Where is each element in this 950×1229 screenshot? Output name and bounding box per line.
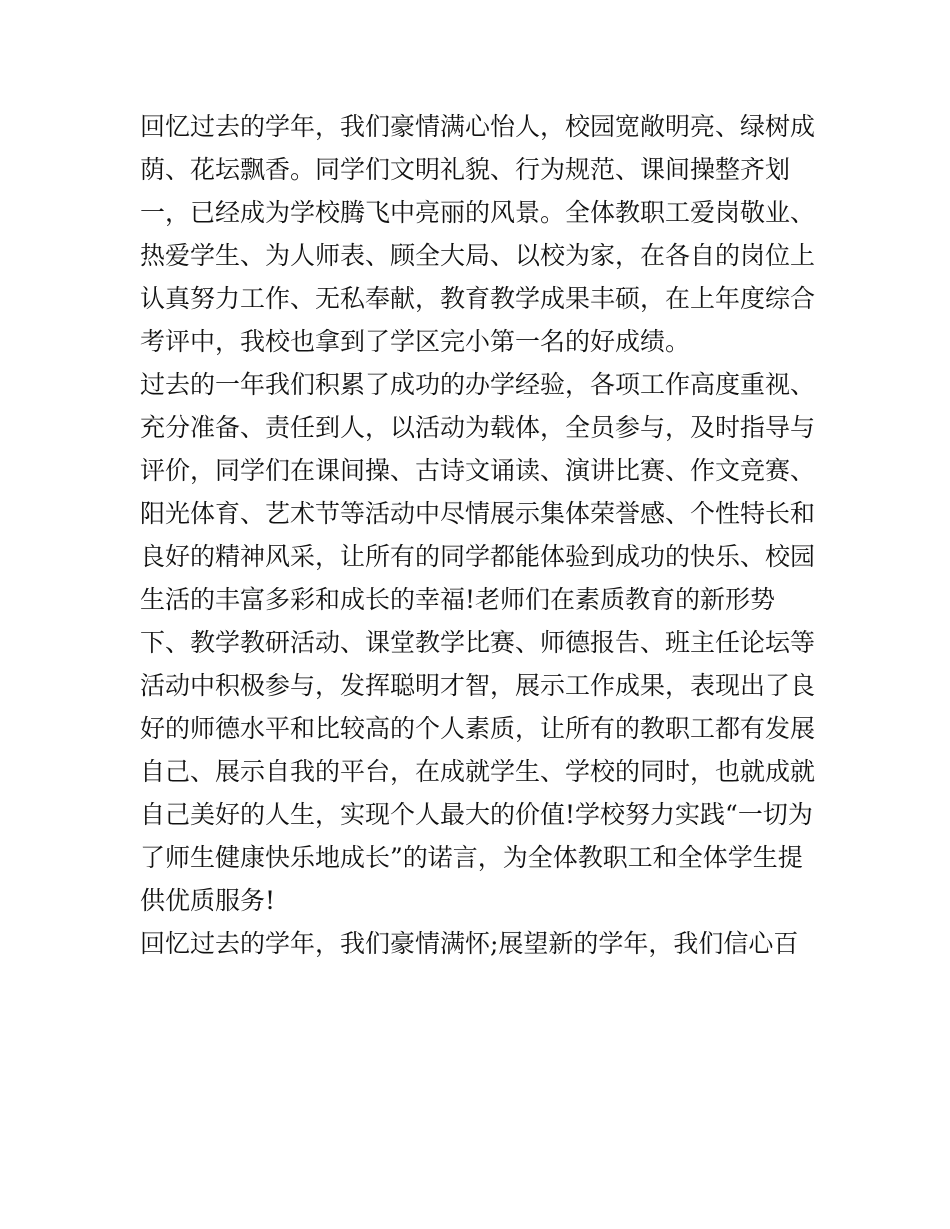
document-body — [140, 105, 820, 965]
text-line-20: 回忆过去的学年，我们豪情满怀;展望新的学年，我们信心百 — [140, 929, 799, 958]
text-line-2: 荫、花坛飘香。同学们文明礼貌、行为规范、课间操整齐划 — [140, 155, 791, 184]
text-line-17: 自己美好的人生，实现个人最大的价值!学校努力实践“一切为 — [140, 800, 813, 829]
text-line-18: 了师生健康快乐地成长”的诺言，为全体教职工和全体学生提 — [140, 843, 803, 872]
text-line-19: 供优质服务! — [140, 886, 276, 915]
text-line-5: 认真努力工作、无私奉献，教育教学成果丰硕，在上年度综合 — [140, 284, 816, 313]
text-line-8: 充分准备、责任到人，以活动为载体，全员参与，及时指导与 — [140, 413, 816, 442]
text-line-10: 阳光体育、艺术节等活动中尽情展示集体荣誉感、个性特长和 — [140, 499, 816, 528]
text-line-3: 一，已经成为学校腾飞中亮丽的风景。全体教职工爱岗敬业、 — [140, 198, 816, 227]
text-line-9: 评价，同学们在课间操、古诗文诵读、演讲比赛、作文竞赛、 — [140, 456, 816, 485]
text-line-15: 好的师德水平和比较高的个人素质，让所有的教职工都有发展 — [140, 714, 816, 743]
text-line-14: 活动中积极参与，发挥聪明才智，展示工作成果，表现出了良 — [140, 671, 816, 700]
text-line-13: 下、教学教研活动、课堂教学比赛、师德报告、班主任论坛等 — [140, 628, 816, 657]
text-line-12: 生活的丰富多彩和成长的幸福!老师们在素质教育的新形势 — [140, 585, 776, 614]
text-line-6: 考评中，我校也拿到了学区完小第一名的好成绩。 — [140, 327, 691, 356]
text-line-11: 良好的精神风采，让所有的同学都能体验到成功的快乐、校园 — [140, 542, 816, 571]
text-line-1: 回忆过去的学年，我们豪情满心怡人，校园宽敞明亮、绿树成 — [140, 112, 816, 141]
text-line-4: 热爱学生、为人师表、顾全大局、以校为家，在各自的岗位上 — [140, 241, 816, 270]
text-line-16: 自己、展示自我的平台，在成就学生、学校的同时，也就成就 — [140, 757, 816, 786]
text-line-7: 过去的一年我们积累了成功的办学经验，各项工作高度重视、 — [140, 370, 816, 399]
